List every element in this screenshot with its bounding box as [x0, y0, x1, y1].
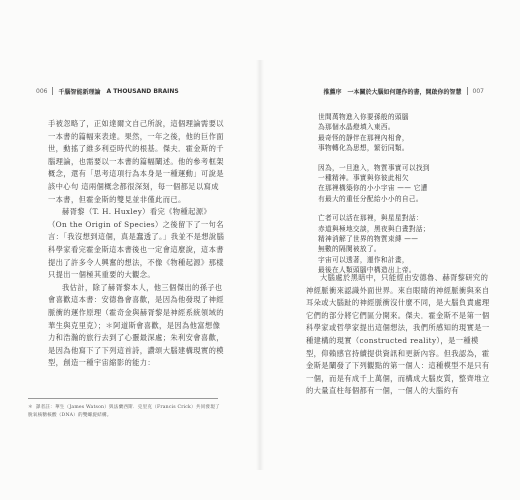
- poem-stanza: [318, 213, 508, 275]
- poem-line: 事物轉化為思想，繁衍同類。: [318, 144, 409, 153]
- section-label: 推薦序: [323, 88, 342, 96]
- poem-line: 最後在人類頭腦中構造出上帝。: [318, 266, 416, 275]
- footnote-mark: ＊: [28, 405, 33, 410]
- poem-line: 在那裡構築你的小小宇宙 —— 它遭: [318, 184, 428, 193]
- poem-line: 精神消解了世界的物質束縛 ——: [318, 235, 419, 244]
- footnote: [28, 404, 224, 419]
- poem-line: 為那個水晶燈填入東西。: [318, 123, 395, 132]
- poem-line: 亡者可以活在那裡，與星星對話：: [318, 214, 423, 223]
- poem-line: 無數的隔閡被放了。: [318, 245, 381, 254]
- paragraph: 手被忽略了，正如達爾文自己所說，這個理論需要以一本書的篇幅來表達。果然，一年之後，他的巨作面世，動搖了維多利亞時代的根基。傑夫．霍金斯的千腦理論，也需要以一本書的篇幅闡述。他的參考框架概念，還有「思考這項行為本身是一種運動」可說是該中心句 這兩個概念都很深刻，每一個都足以寫成一本書，但霍金斯的雙見並非僅此而已。: [48, 119, 224, 204]
- paragraph: 赫胥黎（T. H. Huxley）看完《物種起源》（On the Origin of Species）之後留下了一句名言：「我沒想到這個，真是蠢透了。」我並不是想說腦科學家看完霍金斯這本書後也一定會這麼說，這本書提出了許多令人興奮的想法，不像《物種起源》那樣只提出一個極其重要的大觀念。: [48, 207, 225, 280]
- header-divider: [467, 87, 468, 95]
- poem-line: 一種精神。事實與你彼此相欠: [318, 174, 409, 183]
- poem-line: 因為，一旦進入，物質事實可以找到: [318, 163, 430, 172]
- left-page-number: 006: [36, 87, 48, 95]
- footnote-text: 譯者註：華生（James Watson）與法蘭西斯．克里克（Francis Crick）共同發現了脫氧核糖核酸（DNA）的雙螺旋結構。: [28, 405, 220, 418]
- poem-stanza: [318, 163, 508, 205]
- book-title-en: A THOUSAND BRAINS: [106, 87, 179, 95]
- right-running-header: [324, 85, 484, 97]
- left-running-header: [36, 85, 179, 97]
- chapter-title: 一本關於大腦如何運作的書，開啟你的智慧: [347, 88, 462, 96]
- right-body-text: [306, 272, 490, 398]
- book-title-zh: 千腦智能新理論: [58, 88, 101, 96]
- poem-stanza: [318, 112, 508, 154]
- left-page: [0, 0, 258, 500]
- poem: [318, 112, 508, 285]
- poem-line: 最奇怪的靜伴在那裡內相會，: [318, 133, 409, 142]
- left-body-text: [48, 118, 226, 370]
- header-divider: [52, 87, 53, 95]
- paragraph: 大腦處於黑暗中，只能經由安德魯、赫胥黎研究的神經脈衝來認識外面世界。來自眼睛的神經脈衝與來自耳朵或大腦趾的神經脈衝沒什麼不同，是大腦負責處理它們的部分將它們區分開來。傑夫．霍金斯不是第一個科學家或哲學家提出這個想法，我們所感知的現實是一種建構的現實（constructed reality），是一種模型，仰賴感官持續提供資訊和更新內容。但我認為，霍金斯是闡發了下列觀點的第一個人：這種模型不是只有一個，而是有成千上萬個，而構成大腦皮質，整齊堆立的大量直柱每個都有一個，一個人的大腦約有: [306, 273, 490, 396]
- poem-line: 有最大的重任分配給小小的自己。: [318, 194, 423, 203]
- poem-line: 宇宙可以透著，運作和計畫，: [318, 255, 409, 264]
- right-page: [262, 0, 520, 500]
- footnote-divider: [28, 398, 218, 399]
- paragraph: 我估計，除了赫胥黎本人，他三個傑出的孫子也會喜歡這本書：安德魯會喜歡，是因為他發現了神經脈衝的運作原理（霍奇金與赫胥黎是神經系統領域的華生與克里克）；＊阿道斯會喜歡，是因為他富想像力和浩瀚的旅行去到了心靈最深處；朱利安會喜歡，是因為他寫下了下列這首詩，讚頌大腦建構現實的模型，創造一種宇宙縮影的能力：: [48, 282, 224, 368]
- poem-line: 赤道與極地交談，黑夜與白晝對話；: [318, 224, 430, 233]
- poem-line: 世間萬物進入你要孫般的頭腦: [318, 113, 409, 121]
- right-page-number: 007: [472, 87, 484, 95]
